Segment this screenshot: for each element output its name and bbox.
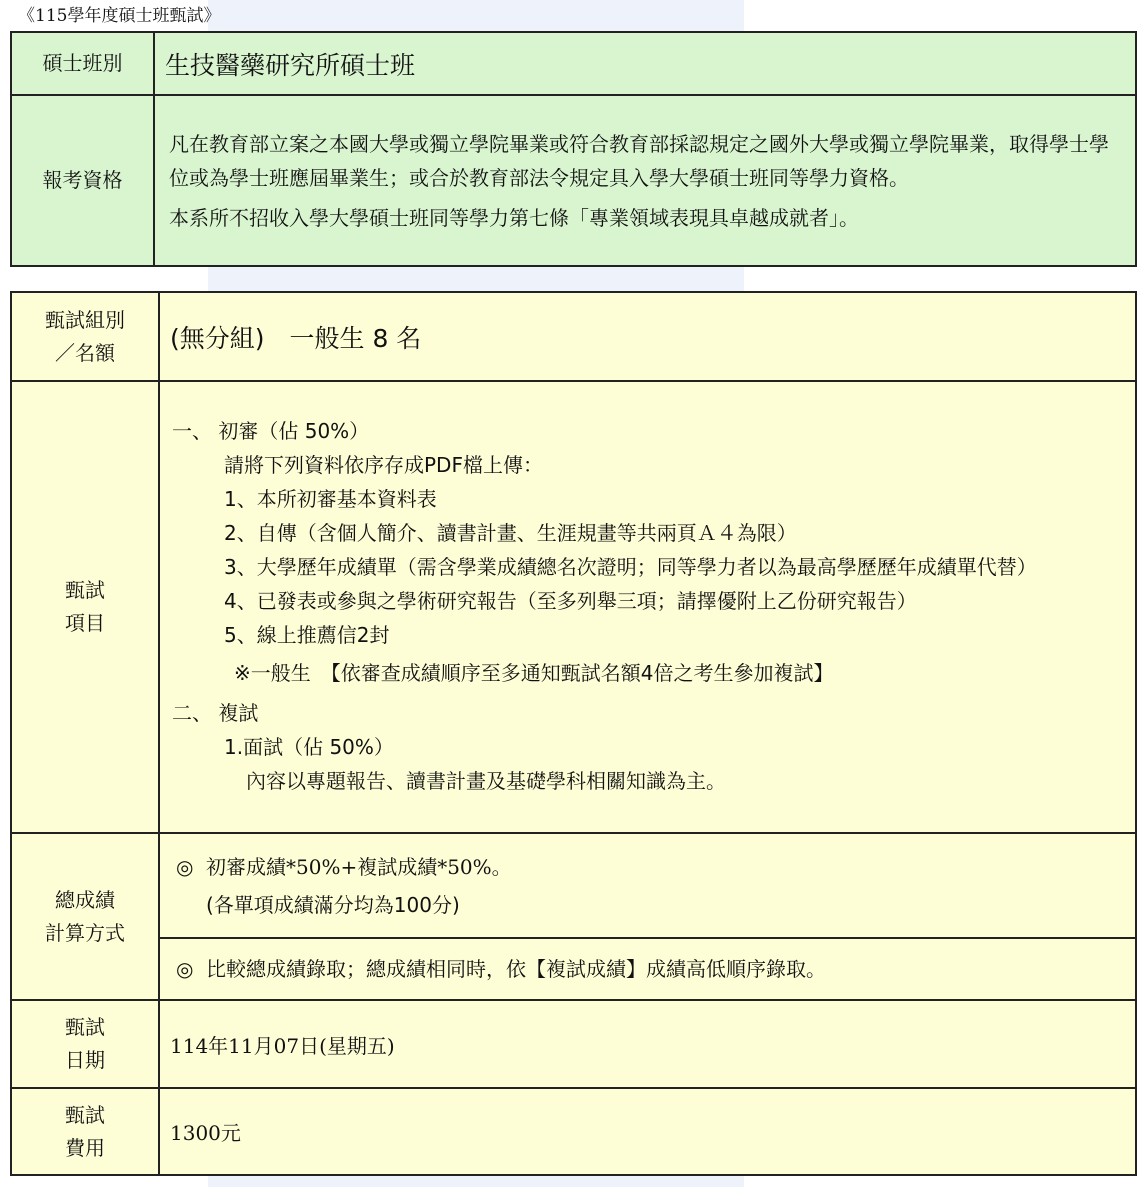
eligibility-label: 報考資格 [11,95,154,266]
items-row [11,381,1136,833]
document-title: 《115學年度碩士班甄試》 [18,6,221,26]
eligibility-exclusion: 本系所不招收入學大學碩士班同等學力第七條「專業領域表現具卓越成就者」。 [169,205,859,230]
screening-note: ※一般生 【依審查成績順序至多通知甄試名額4倍之考生參加複試】 [234,661,834,685]
items-content [159,381,1136,833]
doc-list-item: 5、線上推薦信2封 [224,623,390,647]
exam-fee-label-line1: 甄試 [65,1102,105,1127]
program-name: 生技醫藥研究所碩士班 [154,32,1136,95]
exam-date-label-line1: 甄試 [65,1015,105,1039]
quota-label-line2: ／名額 [55,340,115,365]
formula-text: 初審成績*50%+複試成績*50%。 [206,854,512,879]
calculation-label-line1: 總成績 [55,887,115,912]
exam-date-row [11,1000,1136,1088]
calculation-label-line2: 計算方式 [45,920,125,945]
exam-date-label [11,1000,159,1088]
calculation-ranking-row [11,938,1136,1000]
ranking-text: 比較總成績錄取；總成績相同時，依【複試成績】成績高低順序錄取。 [206,957,826,981]
calculation-formula-row [11,833,1136,938]
program-info-table [10,31,1137,267]
quota-row [11,292,1136,381]
calculation-ranking-cell [159,938,1136,1000]
calculation-ranking [176,950,1119,988]
doc-list-item: 4、已發表或參與之學術研究報告（至多列舉三項；請擇優附上乙份研究報告） [224,589,917,613]
items-label [11,381,159,833]
interview-item: 1.面試（佔 50%） [224,735,394,759]
second-review-heading: 二、 複試 [172,701,259,725]
eligibility-paragraph: 凡在教育部立案之本國大學或獨立學院畢業或符合教育部採認規定之國外大學或獨立學院畢業，取得學士學位或為學士班應屆畢業生；或合於教育部法令規定具入學大學碩士班同等學力資格。 [169,131,1109,190]
calculation-label [11,833,159,1000]
doc-list-item: 3、大學歷年成績單（需含學業成績總名次證明；同等學力者以為最高學歷歷年成績單代替） [224,555,1037,579]
exam-date-label-line2: 日期 [65,1048,105,1072]
bullet-marker: ◎ [176,957,194,981]
eligibility-content [154,95,1136,266]
items-label-line1: 甄試 [65,578,105,602]
exam-details-table [10,291,1137,1176]
calculation-formula-cell [159,833,1136,938]
upload-instruction: 請將下列資料依序存成PDF檔上傳： [224,453,543,477]
doc-list-item: 2、自傳（含個人簡介、讀書計畫、生涯規畫等共兩頁Ａ４為限） [224,521,797,545]
formula-note: (各單項成績滿分均為100分) [206,892,460,917]
interview-detail: 內容以專題報告、讀書計畫及基礎學科相關知識為主。 [246,769,726,793]
bullet-marker: ◎ [176,854,194,879]
calculation-formula [176,848,1119,886]
doc-list-item: 1、本所初審基本資料表 [224,487,437,511]
quota-label-line1: 甄試組別 [45,307,125,332]
program-row [11,32,1136,95]
exam-fee-label [11,1088,159,1175]
items-label-line2: 項目 [65,611,105,635]
eligibility-row [11,95,1136,266]
first-review-heading: 一、 初審（佔 50%） [172,419,370,443]
quota-label [11,292,159,381]
quota-value: (無分組) 一般生 8 名 [159,292,1136,381]
exam-date-value: 114年11月07日(星期五) [159,1000,1136,1088]
exam-fee-value: 1300元 [159,1088,1136,1175]
exam-fee-label-line2: 費用 [65,1135,105,1160]
program-label: 碩士班別 [11,32,154,95]
exam-fee-row [11,1088,1136,1175]
